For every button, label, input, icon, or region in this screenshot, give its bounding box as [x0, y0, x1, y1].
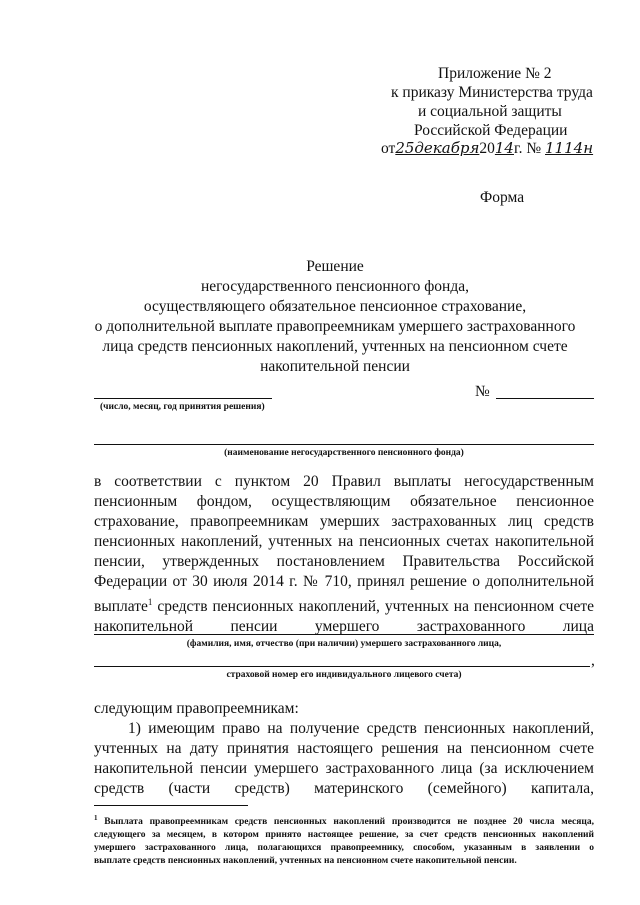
form-label: Форма — [480, 189, 525, 206]
title-line-3: осуществляющего обязательное пенсионное страхование, — [143, 298, 527, 315]
footnote-line — [94, 812, 594, 829]
paragraph-line: пенсионным фондом, осуществляющим обязательное пенсионное — [94, 493, 594, 510]
number-field-line[interactable] — [496, 398, 594, 399]
order-reference: к приказу Министерства труда — [391, 84, 593, 101]
paragraph-line: Федерации от 30 июля 2014 г. № 710, принял решение о дополнительной — [94, 573, 594, 590]
footnote-separator — [94, 805, 248, 806]
item-1 — [94, 719, 594, 799]
footnote-text: Выплата правопреемникам средств пенсионных накоплений производится не позднее 20 числа месяца, — [97, 817, 594, 828]
deceased-name-caption: (фамилия, имя, отчество (при наличии) умершего застрахованного лица, — [186, 639, 502, 649]
title-line-6: накопительной пенсии — [260, 358, 410, 375]
date-prefix: от — [381, 140, 396, 157]
fund-name-line[interactable] — [94, 444, 594, 445]
footnote-mark: 1 — [94, 814, 98, 822]
date-field-line[interactable] — [94, 398, 272, 399]
item-line: учтенных на дату принятия настоящего решения на пенсионном счете — [94, 740, 594, 757]
paragraph-line: пенсии, утвержденных постановлением Правительства Российской — [94, 553, 594, 570]
year-suffix: г. № — [513, 140, 542, 157]
item-line: 1) имеющим право на получение средств пенсионных накоплений, — [128, 720, 594, 737]
year-prefix: 20 — [479, 140, 495, 157]
number-sign: № — [475, 383, 490, 400]
handwritten-order-number: 1114н — [545, 139, 594, 157]
footnote-line: умершего застрахованного лица, полагающихся правопреемнику, способом, указанным в заявлении о — [94, 843, 594, 854]
successors-label: следующим правопреемникам: — [94, 700, 299, 717]
item-line: накопительной пенсии умершего застрахованного лица (за исключением — [94, 760, 594, 777]
date-field-caption: (число, месяц, год принятия решения) — [100, 402, 265, 412]
ministry-line: и социальной защиты — [418, 103, 562, 120]
payment-word: выплате — [94, 598, 148, 616]
footnote-line: выплате средств пенсионных накоплений, учтенных на пенсионном счете накопительной пенсии. — [94, 856, 517, 867]
fund-name-caption: (наименование негосударственного пенсионного фонда) — [224, 448, 464, 458]
country-line: Российской Федерации — [414, 122, 568, 139]
footnote-line: следующего за месяцем, в котором принято настоящее решение, за счет средств пенсионных накоплений — [94, 830, 594, 841]
item-line: средств (части средств) материнского (семейного) капитала, — [94, 780, 594, 797]
title-line-4: о дополнительной выплате правопреемникам умершего застрахованного — [94, 318, 576, 335]
deceased-name-line[interactable] — [94, 634, 594, 635]
paragraph-line: страхование, правопреемникам умерших застрахованных лиц средств — [94, 513, 594, 530]
decision-title — [70, 257, 600, 377]
paragraph-line: накопительной пенсии умершего застрахованного лица — [94, 618, 594, 636]
title-line-5: лица средств пенсионных накоплений, учтенных на пенсионном счете — [102, 338, 568, 355]
paragraph-line: пенсионных накоплений, учтенных на пенсионных счетах накопительной — [94, 533, 594, 550]
order-date-line — [381, 139, 593, 158]
appendix-title: Приложение № 2 — [438, 65, 552, 82]
footnote — [94, 812, 594, 868]
paragraph-line: в соответствии с пунктом 20 Правил выплаты негосударственным — [94, 473, 594, 490]
snils-comma: , — [591, 652, 595, 669]
snils-caption: страховой номер его индивидуального лицевого счета) — [226, 670, 462, 680]
title-line-2: негосударственного пенсионного фонда, — [200, 278, 469, 295]
snils-line[interactable] — [94, 666, 590, 667]
paragraph-fragment: средств пенсионных накоплений, учтенных на пенсионном счете — [152, 598, 594, 616]
handwritten-year: 14 — [494, 139, 514, 157]
footnote-ref[interactable]: 1 — [147, 597, 153, 607]
handwritten-date: 25декабря — [395, 139, 480, 157]
title-line-1: Решение — [306, 258, 364, 275]
paragraph-line — [94, 592, 594, 617]
main-paragraph — [94, 472, 594, 637]
